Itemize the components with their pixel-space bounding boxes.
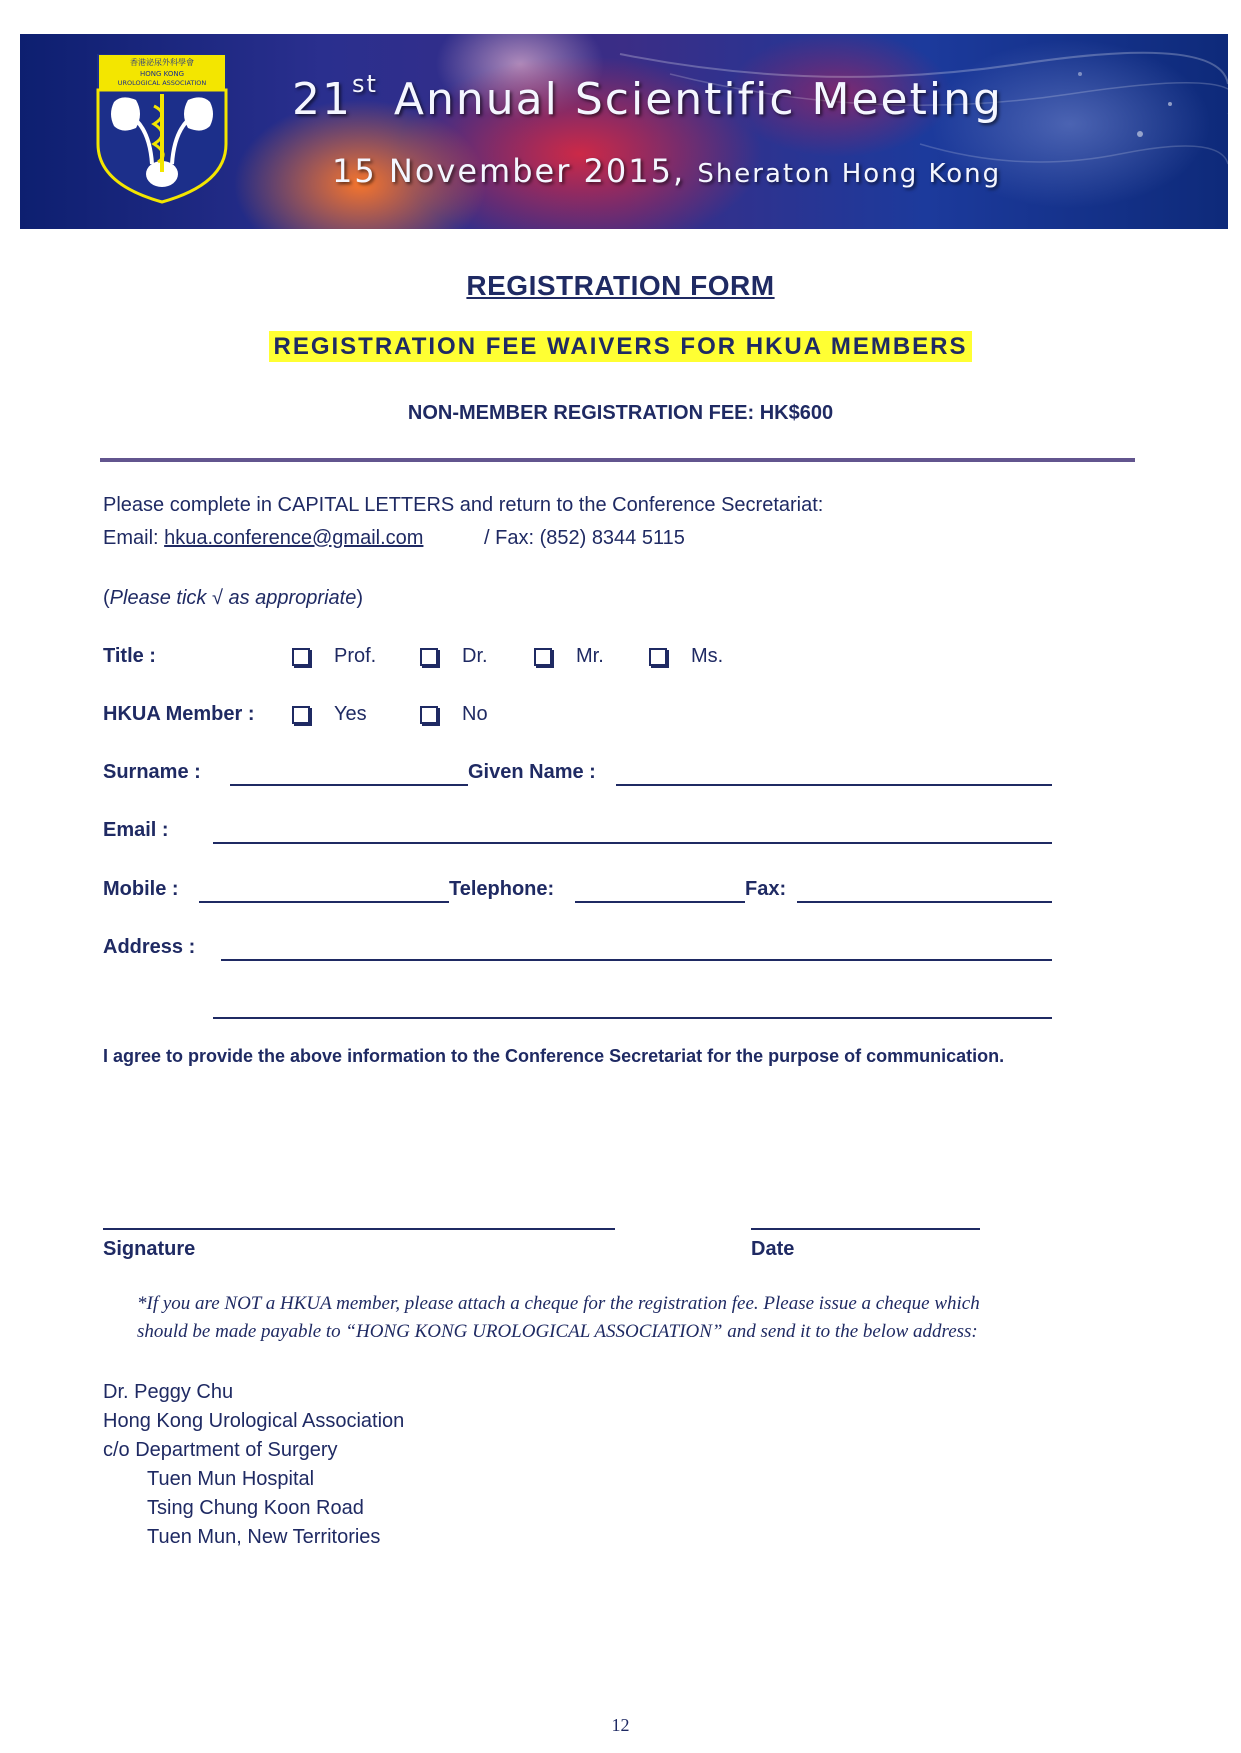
cheque-note xyxy=(137,1290,1137,1346)
telephone-field[interactable] xyxy=(577,874,747,902)
surname-underline xyxy=(230,784,468,786)
telephone-underline xyxy=(575,901,745,903)
logo-text-en1: HONG KONG xyxy=(139,70,185,78)
hkua-logo xyxy=(92,54,232,204)
address-line-2: Tsing Chung Koon Road xyxy=(147,1497,364,1519)
given-name-field[interactable] xyxy=(618,757,1052,785)
logo-text-cn: 香港泌尿外科學會 xyxy=(130,58,194,67)
page-number: 12 xyxy=(611,1715,630,1735)
hkua-member-label: HKUA Member : xyxy=(103,703,255,725)
address-label: Address : xyxy=(103,936,196,958)
option-label: No xyxy=(462,703,488,725)
form-title-wrapper xyxy=(0,270,1241,302)
address-care-of: c/o Department of Surgery xyxy=(103,1439,338,1461)
tick-instruction-text: Please tick √ as appropriate xyxy=(109,587,357,609)
tick-paren-open: ( xyxy=(103,587,110,609)
surname-label: Surname : xyxy=(103,761,201,783)
divider xyxy=(100,458,1135,462)
mobile-underline xyxy=(199,901,449,903)
address-line-3: Tuen Mun, New Territories xyxy=(147,1526,381,1548)
consent-statement: I agree to provide the above information to the Conference Secretariat for the purpose of communication. xyxy=(103,1046,1005,1066)
email-underline xyxy=(213,842,1052,844)
option-label: Mr. xyxy=(576,645,604,667)
member-option-yes[interactable] xyxy=(292,703,367,726)
checkbox[interactable] xyxy=(292,706,310,724)
banner-title-number: 21 xyxy=(292,74,352,125)
fax-field[interactable] xyxy=(799,874,1052,902)
checkbox[interactable] xyxy=(649,648,667,666)
title-option-mr[interactable] xyxy=(534,645,604,668)
mailing-address xyxy=(103,1378,404,1552)
checkbox[interactable] xyxy=(420,648,438,666)
address-line-1: Tuen Mun Hospital xyxy=(147,1468,315,1490)
date-line[interactable] xyxy=(751,1228,980,1230)
address-underline-2 xyxy=(213,1017,1052,1019)
fax-underline xyxy=(797,901,1052,903)
signature-label: Signature xyxy=(103,1238,196,1260)
contact-line xyxy=(103,527,423,550)
option-label: Prof. xyxy=(334,645,377,667)
email-prefix: Email: xyxy=(103,527,165,549)
date-label: Date xyxy=(751,1238,795,1260)
title-label: Title : xyxy=(103,645,156,667)
address-field-line2[interactable] xyxy=(215,990,1052,1018)
mobile-field[interactable] xyxy=(201,874,451,902)
title-option-prof[interactable] xyxy=(292,645,376,668)
checkbox[interactable] xyxy=(534,648,552,666)
fee-waiver-banner: REGISTRATION FEE WAIVERS FOR HKUA MEMBERS xyxy=(269,331,971,362)
title-option-ms[interactable] xyxy=(649,645,723,668)
non-member-fee: NON-MEMBER REGISTRATION FEE: HK$600 xyxy=(407,402,834,424)
address-underline-1 xyxy=(221,959,1052,961)
header-banner xyxy=(20,34,1228,229)
banner-title xyxy=(292,70,1003,125)
option-label: Ms. xyxy=(691,645,724,667)
given-name-label: Given Name : xyxy=(468,761,596,783)
fax-label: Fax: xyxy=(745,878,787,900)
address-name: Dr. Peggy Chu xyxy=(103,1381,234,1403)
given-name-underline xyxy=(616,784,1052,786)
email-label: Email : xyxy=(103,819,169,841)
checkbox[interactable] xyxy=(292,648,310,666)
tick-instruction xyxy=(103,587,363,610)
form-title: REGISTRATION FORM xyxy=(466,270,775,301)
banner-title-suffix: st xyxy=(352,70,378,99)
instruction-line: Please complete in CAPITAL LETTERS and return to the Conference Secretariat: xyxy=(103,494,824,516)
secretariat-email-link[interactable]: hkua.conference@gmail.com xyxy=(164,527,424,549)
checkbox[interactable] xyxy=(420,706,438,724)
banner-venue: Sheraton Hong Kong xyxy=(697,159,1002,189)
fax-number: / Fax: (852) 8344 5115 xyxy=(484,527,685,549)
email-field[interactable] xyxy=(215,815,1052,843)
address-organization: Hong Kong Urological Association xyxy=(103,1410,405,1432)
logo-text-en2: UROLOGICAL ASSOCIATION xyxy=(117,79,207,87)
option-label: Dr. xyxy=(462,645,488,667)
tick-paren-close: ) xyxy=(356,587,364,609)
banner-date: 15 November 2015, xyxy=(332,152,686,190)
cheque-note-line2: should be made payable to “HONG KONG UROLOGICAL ASSOCIATION” and send it to the below address: xyxy=(137,1321,978,1342)
option-label: Yes xyxy=(334,703,367,725)
member-option-no[interactable] xyxy=(420,703,488,726)
address-field-line1[interactable] xyxy=(223,932,1052,960)
surname-field[interactable] xyxy=(232,757,470,785)
fee-waiver-wrapper xyxy=(0,333,1241,361)
cheque-note-line1: *If you are NOT a HKUA member, please attach a cheque for the registration fee. Please issue a cheque which xyxy=(137,1293,980,1314)
banner-subtitle xyxy=(332,152,1001,190)
title-option-dr[interactable] xyxy=(420,645,488,668)
mobile-label: Mobile : xyxy=(103,878,179,900)
signature-line[interactable] xyxy=(103,1228,615,1230)
telephone-label: Telephone: xyxy=(449,878,555,900)
banner-title-text: Annual Scientific Meeting xyxy=(393,74,1003,125)
